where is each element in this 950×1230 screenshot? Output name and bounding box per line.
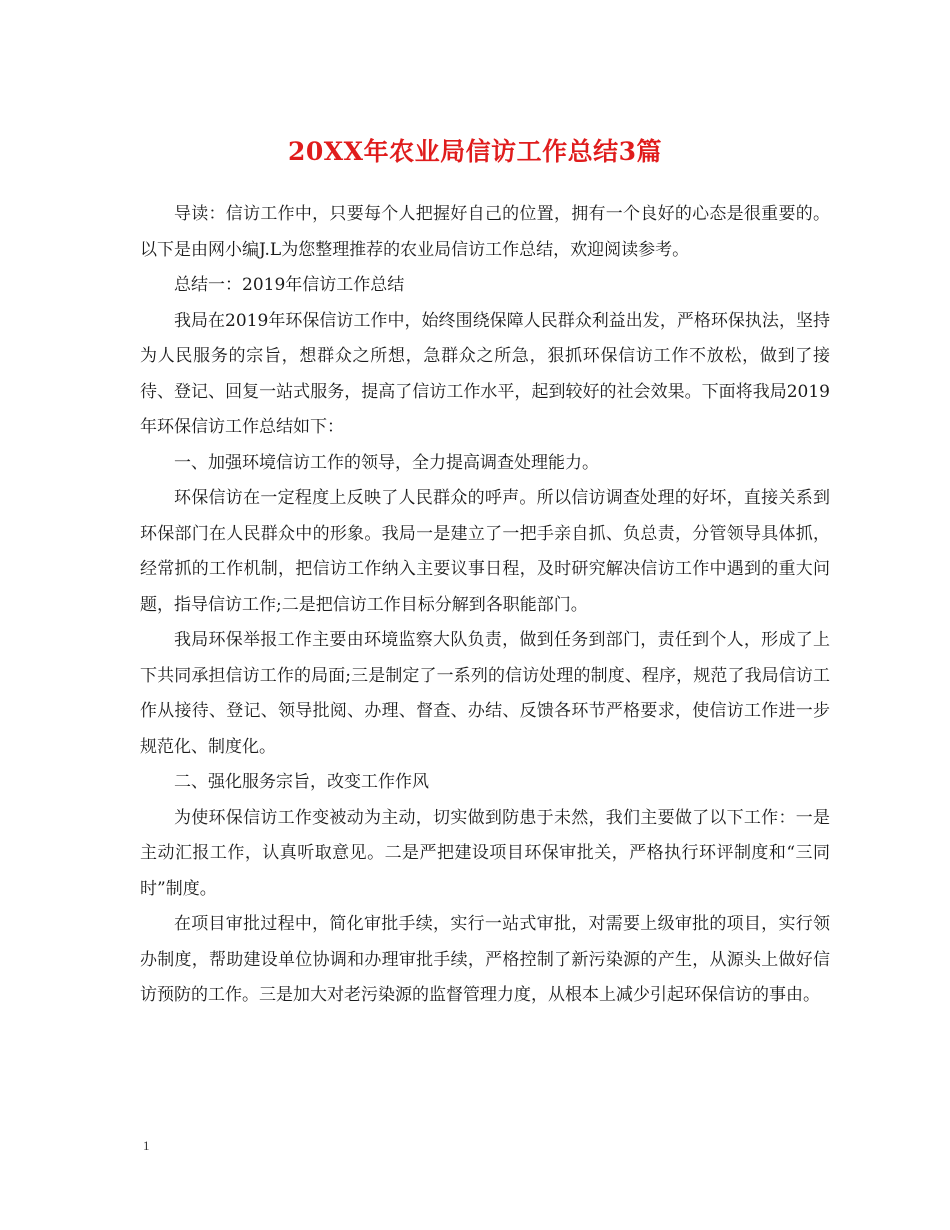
paragraph: 在项目审批过程中，简化审批手续，实行一站式审批，对需要上级审批的项目，实行领办制度，帮助建设单位协调和办理审批手续，严格控制了新污染源的产生，从源头上做好信访预防的工作。三是加大对老污染源的监督管理力度，从根本上减少引起环保信访的事由。 — [140, 914, 830, 1005]
section-heading-one: 一、加强环境信访工作的领导，全力提高调查处理能力。 — [174, 452, 599, 473]
page-number: 1 — [143, 1138, 150, 1153]
paragraph: 我局环保举报工作主要由环境监察大队负责，做到任务到部门，责任到个人，形成了上下共同承担信访工作的局面;三是制定了一系列的信访处理的制度、程序，规范了我局信访工作从接待、登记、领导批阅、办理、督查、办结、反馈各环节严格要求，使信访工作进一步规范化、制度化。 — [140, 630, 830, 757]
section-heading-two: 二、强化服务宗旨，改变工作作风 — [174, 772, 429, 792]
document-body — [140, 197, 830, 1014]
section-heading-summary-one: 总结一：2019年信访工作总结 — [174, 275, 405, 295]
document-title: 20XX年农业局信访工作总结3篇 — [288, 137, 662, 166]
paragraph: 环保信访在一定程度上反映了人民群众的呼声。所以信访调查处理的好坏，直接关系到环保部门在人民群众中的形象。我局一是建立了一把手亲自抓、负总责，分管领导具体抓，经常抓的工作机制，把信访工作纳入主要议事日程，及时研究解决信访工作中遇到的重大问题，指导信访工作;二是把信访工作目标分解到各职能部门。 — [140, 488, 830, 615]
paragraph: 为使环保信访工作变被动为主动，切实做到防患于未然，我们主要做了以下工作：一是主动汇报工作，认真听取意见。二是严把建设项目环保审批关，严格执行环评制度和“三同时”制度。 — [140, 807, 830, 899]
paragraph-intro: 导读：信访工作中，只要每个人把握好自己的位置，拥有一个良好的心态是很重要的。以下是由网小编J.L为您整理推荐的农业局信访工作总结，欢迎阅读参考。 — [140, 204, 830, 260]
paragraph: 我局在2019年环保信访工作中，始终围绕保障人民群众利益出发，严格环保执法，坚持为人民服务的宗旨，想群众之所想，急群众之所急，狠抓环保信访工作不放松，做到了接待、登记、回复一站式服务，提高了信访工作水平，起到较好的社会效果。下面将我局2019年环保信访工作总结如下： — [140, 310, 830, 437]
